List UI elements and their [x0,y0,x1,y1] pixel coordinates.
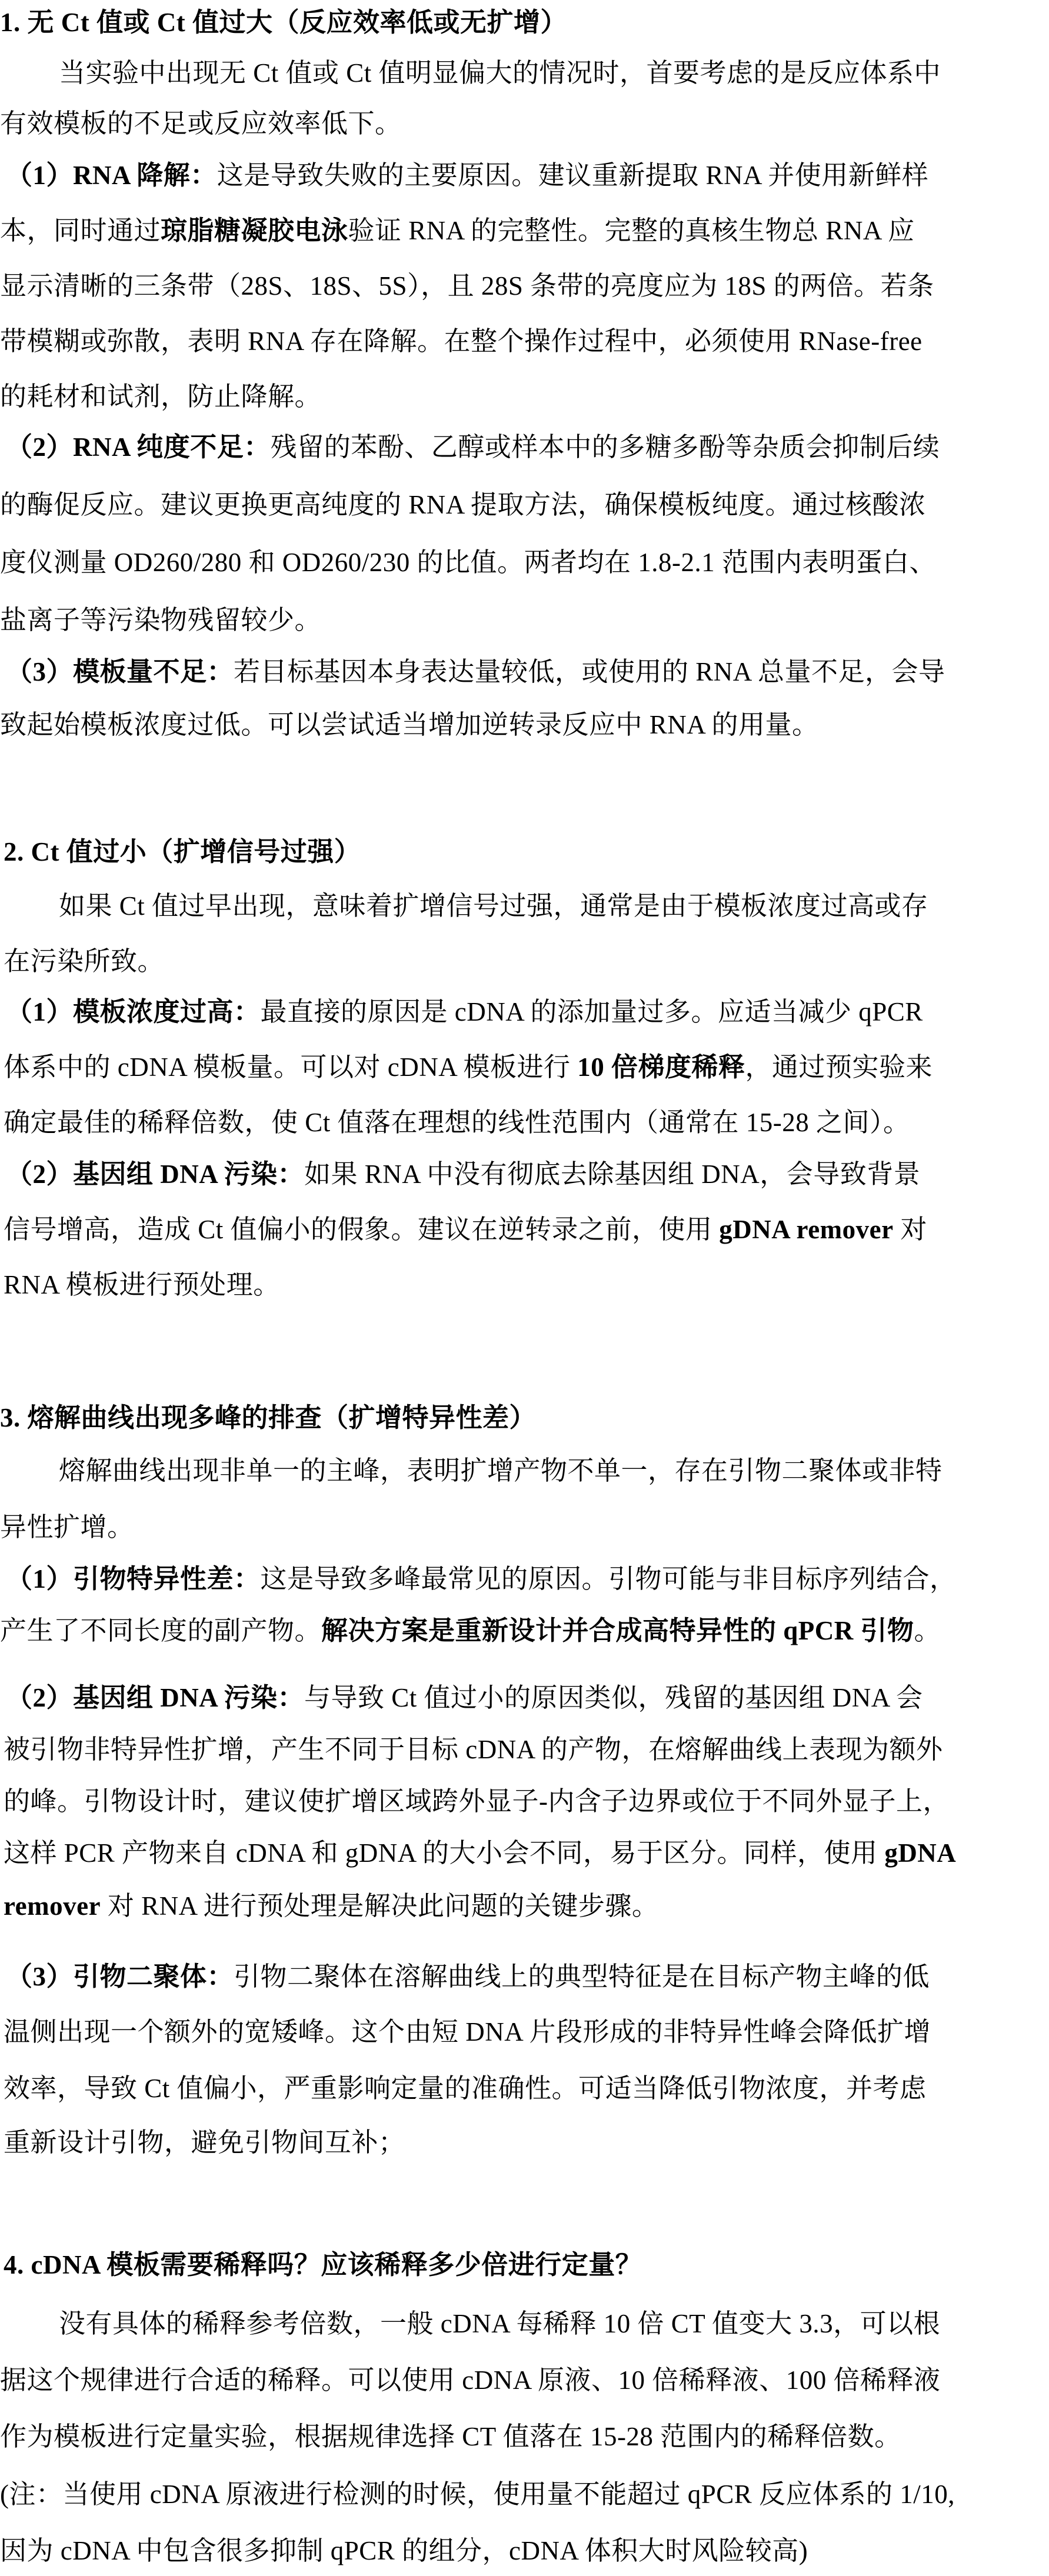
section-1-heading: 1. 无 Ct 值或 Ct 值过大（反应效率低或无扩增） [0,8,567,37]
item-label: （2）基因组 DNA 污染： [6,1159,305,1189]
section-2-item-2: （2）基因组 DNA 污染：如果 RNA 中没有彻底去除基因组 DNA，会导致背景 [6,1159,921,1189]
section-3-item-1-line: 产生了不同长度的副产物。解决方案是重新设计并合成高特异性的 qPCR 引物。 [0,1616,941,1645]
section-4-note-line: (注：当使用 cDNA 原液进行检测的时候，使用量不能超过 qPCR 反应体系的 1/10, [0,2480,955,2509]
section-1-item-3: （3）模板量不足：若目标基因本身表达量较低，或使用的 RNA 总量不足，会导 [6,657,945,687]
section-3-item-2-line: remover 对 RNA 进行预处理是解决此问题的关键步骤。 [4,1891,659,1921]
section-1-item-1-line: 显示清晰的三条带（28S、18S、5S），且 28S 条带的亮度应为 18S 的两倍。若条 [0,271,934,301]
section-1-item-2: （2）RNA 纯度不足：残留的苯酚、乙醇或样本中的多糖多酚等杂质会抑制后续 [6,432,940,462]
section-1-item-1-line: 带模糊或弥散，表明 RNA 存在降解。在整个操作过程中，必须使用 RNase-free [0,326,923,356]
section-3-item-3: （3）引物二聚体：引物二聚体在溶解曲线上的典型特征是在目标产物主峰的低 [6,1962,930,1991]
section-3-item-2-line: 被引物非特异性扩增，产生不同于目标 cDNA 的产物，在熔解曲线上表现为额外 [4,1735,943,1764]
section-3-item-3-line: 效率，导致 Ct 值偏小，严重影响定量的准确性。可适当降低引物浓度，并考虑 [4,2074,927,2103]
section-4-intro-line: 据这个规律进行合适的稀释。可以使用 cDNA 原液、10 倍稀释液、100 倍稀释液 [0,2365,941,2395]
section-3-item-3-line: 重新设计引物，避免引物间互补； [4,2128,405,2157]
section-2-item-2-line: 信号增高，造成 Ct 值偏小的假象。建议在逆转录之前，使用 gDNA remover 对 [4,1215,927,1244]
item-label: （1）引物特异性差： [6,1564,261,1594]
item-label: （3）引物二聚体： [6,1962,234,1991]
section-1-intro-line: 当实验中出现无 Ct 值或 Ct 值明显偏大的情况时，首要考虑的是反应体系中 [59,58,941,88]
section-3-item-2: （2）基因组 DNA 污染：与导致 Ct 值过小的原因类似，残留的基因组 DNA 会 [6,1683,923,1712]
section-3-item-1: （1）引物特异性差：这是导致多峰最常见的原因。引物可能与非目标序列结合， [6,1564,957,1594]
section-1-item-3-line: 致起始模板浓度过低。可以尝试适当增加逆转录反应中 RNA 的用量。 [0,710,819,739]
item-label: （1）RNA 降解： [6,161,217,190]
item-label: （2）基因组 DNA 污染： [6,1683,305,1712]
item-label: （3）模板量不足： [6,657,234,687]
section-3-item-2-line: 的峰。引物设计时，建议使扩增区域跨外显子-内含子边界或位于不同外显子上， [4,1787,950,1816]
section-1-item-1-line: 的耗材和试剂，防止降解。 [0,382,322,411]
section-2-intro-line: 如果 Ct 值过早出现，意味着扩增信号过强，通常是由于模板浓度过高或存 [59,891,928,921]
section-1-item-2-line: 盐离子等污染物残留较少。 [0,605,322,635]
section-4-note-line: 因为 cDNA 中包含很多抑制 qPCR 的组分，cDNA 体积大时风险较高) [0,2536,808,2565]
section-4-heading: 4. cDNA 模板需要稀释吗？应该稀释多少倍进行定量？ [4,2250,642,2280]
section-2-item-1: （1）模板浓度过高：最直接的原因是 cDNA 的添加量过多。应适当减少 qPCR [6,997,923,1027]
section-4-intro-line: 没有具体的稀释参考倍数，一般 cDNA 每稀释 10 倍 CT 值变大 3.3，可以根 [59,2309,941,2338]
item-label: （2）RNA 纯度不足： [6,432,271,462]
section-2-item-1-line: 体系中的 cDNA 模板量。可以对 cDNA 模板进行 10 倍梯度稀释，通过预实验来 [4,1052,933,1082]
section-4-intro-line: 作为模板进行定量实验，根据规律选择 CT 值落在 15-28 范围内的稀释倍数。 [0,2422,901,2451]
section-2-item-1-line: 确定最佳的稀释倍数，使 Ct 值落在理想的线性范围内（通常在 15-28 之间）。 [4,1108,910,1137]
section-3-heading: 3. 熔解曲线出现多峰的排查（扩增特异性差） [0,1403,537,1432]
section-1-item-1-line: 本，同时通过琼脂糖凝胶电泳验证 RNA 的完整性。完整的真核生物总 RNA 应 [0,216,915,245]
section-2-item-2-line: RNA 模板进行预处理。 [4,1270,280,1299]
section-1-item-2-line: 的酶促反应。建议更换更高纯度的 RNA 提取方法，确保模板纯度。通过核酸浓 [0,490,926,519]
section-3-item-2-line: 这样 PCR 产物来自 cDNA 和 gDNA 的大小会不同，易于区分。同样，使用 gDNA [4,1838,957,1868]
section-2-intro-line: 在污染所致。 [4,947,165,976]
section-3-intro-line: 异性扩增。 [0,1512,134,1542]
section-1-item-1: （1）RNA 降解：这是导致失败的主要原因。建议重新提取 RNA 并使用新鲜样 [6,161,929,190]
section-1-item-2-line: 度仪测量 OD260/280 和 OD260/230 的比值。两者均在 1.8-2.1 范围内表明蛋白、 [0,548,936,577]
item-label: （1）模板浓度过高： [6,997,261,1027]
section-1-intro-line: 有效模板的不足或反应效率低下。 [0,109,402,138]
section-2-heading: 2. Ct 值过小（扩增信号过强） [4,837,361,867]
section-3-intro-line: 熔解曲线出现非单一的主峰，表明扩增产物不单一，存在引物二聚体或非特 [59,1456,943,1485]
section-3-item-3-line: 温侧出现一个额外的宽矮峰。这个由短 DNA 片段形成的非特异性峰会降低扩增 [4,2017,931,2047]
